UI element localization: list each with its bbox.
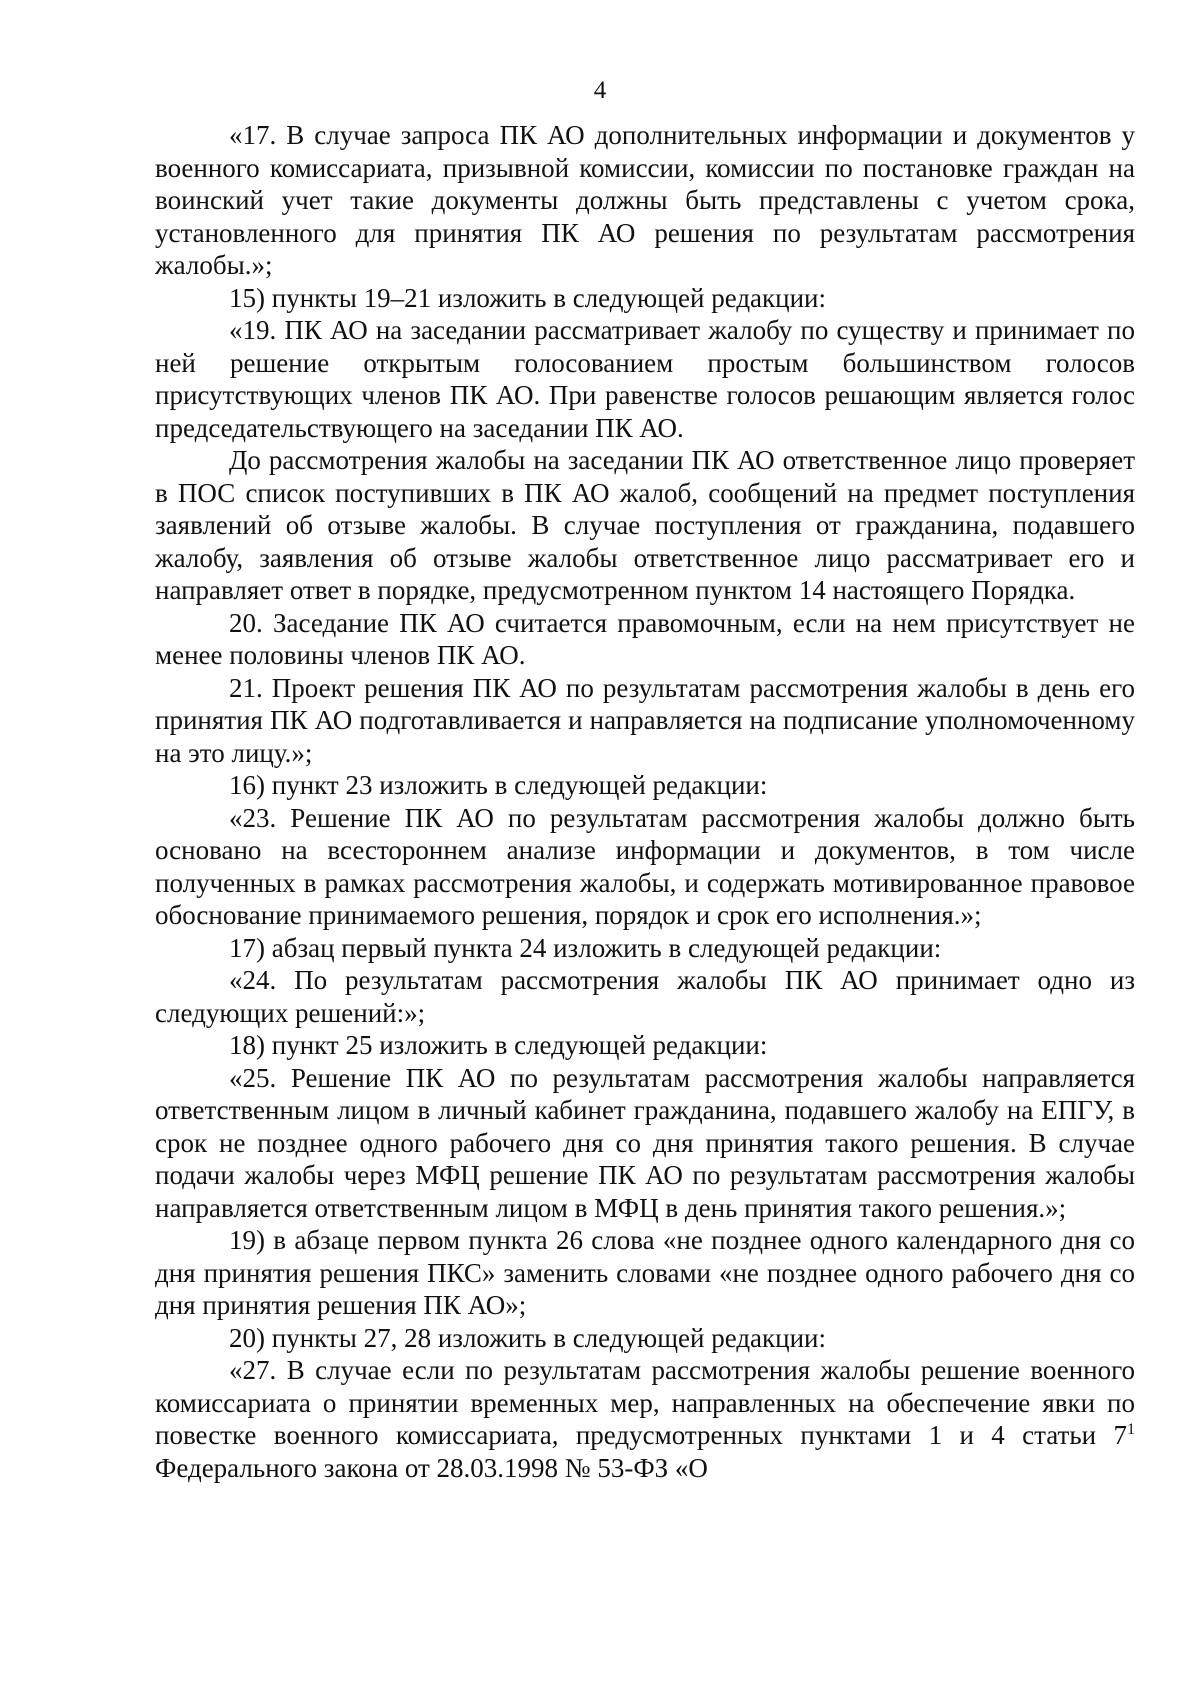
paragraph-17: «17. В случае запроса ПК АО дополнительных информации и документов у военного комиссариата, призывной комиссии, комиссии по постановке граждан на воинский учет такие документы должны быть представлены с учетом срока, установленного для принятия ПК АО решения по результатам рассмотрения жалобы.»; xyxy=(155,120,1135,280)
paragraph-25: «25. Решение ПК АО по результатам рассмотрения жалобы направляется ответственным лицом в личный кабинет гражданина, подавшего жалобу на ЕПГУ, в срок не позднее одного рабочего дня со дня принятия такого решения. В случае подачи жалобы через МФЦ решение ПК АО по результатам рассмотрения жалобы направляется ответственным лицом в МФЦ в день принятия такого решения.»; xyxy=(155,1062,1135,1223)
paragraph-24: «24. По результатам рассмотрения жалобы ПК АО принимает одно из следующих решений:»; xyxy=(155,965,1135,1028)
paragraph-27-continuation: Федерального закона от 28.03.1998 № 53-ФЗ «О xyxy=(155,1452,708,1483)
paragraph-19-second: До рассмотрения жалобы на заседании ПК АО ответственное лицо проверяет в ПОС список поступивших в ПК АО жалоб, сообщений на предмет поступления заявлений об отзыве жалобы. В случае поступления от гражданина, подавшего жалобу, заявления об отзыве жалобы ответственное лицо рассматривает его и направляет ответ в порядке, предусмотренном пунктом 14 настоящего Порядка. xyxy=(155,445,1135,605)
paragraph-item-20: 20) пункты 27, 28 изложить в следующей редакции: xyxy=(229,1322,827,1353)
paragraph-19: «19. ПК АО на заседании рассматривает жалобу по существу и принимает по ней решение открытым голосованием простым большинством голосов присутствующих членов ПК АО. При равенстве голосов решающим является голос председательствующего на заседании ПК АО. xyxy=(155,315,1135,443)
paragraph-21: 21. Проект решения ПК АО по результатам рассмотрения жалобы в день его принятия ПК АО подготавливается и направляется на подписание уполномоченному на это лицу.»; xyxy=(155,672,1135,768)
paragraph-item-19: 19) в абзаце первом пункта 26 слова «не позднее одного календарного дня со дня принятия решения ПКС» заменить словами «не позднее одного рабочего дня со дня принятия решения ПК АО»; xyxy=(155,1225,1135,1320)
paragraph-23: «23. Решение ПК АО по результатам рассмотрения жалобы должно быть основано на всестороннем анализе информации и документов, в том числе полученных в рамках рассмотрения жалобы, и содержать мотивированное правовое обоснование принимаемого решения, порядок и срок его исполнения.»; xyxy=(155,802,1135,930)
paragraph-item-18: 18) пункт 25 изложить в следующей редакции: xyxy=(229,1030,768,1060)
paragraph-27-text: «27. В случае если по результатам рассмотрения жалобы решение военного комиссариата о принятии временных мер, направленных на обеспечение явки по повестке военного комиссариата, предусмотренных пунктами 1 и 4 статьи 7 xyxy=(155,1355,1135,1450)
paragraph-27 xyxy=(155,1354,1135,1484)
paragraph-item-16: 16) пункт 23 изложить в следующей редакции: xyxy=(229,770,768,800)
document-body xyxy=(155,119,1135,1484)
page-number: 4 xyxy=(593,77,607,104)
article-superscript: 1 xyxy=(1127,1421,1135,1438)
paragraph-item-15: 15) пункты 19–21 изложить в следующей редакции: xyxy=(229,282,827,313)
paragraph-item-17: 17) абзац первый пункта 24 изложить в следующей редакции: xyxy=(229,932,942,963)
paragraph-20: 20. Заседание ПК АО считается правомочным, если на нем присутствует не менее половины членов ПК АО. xyxy=(155,607,1135,670)
